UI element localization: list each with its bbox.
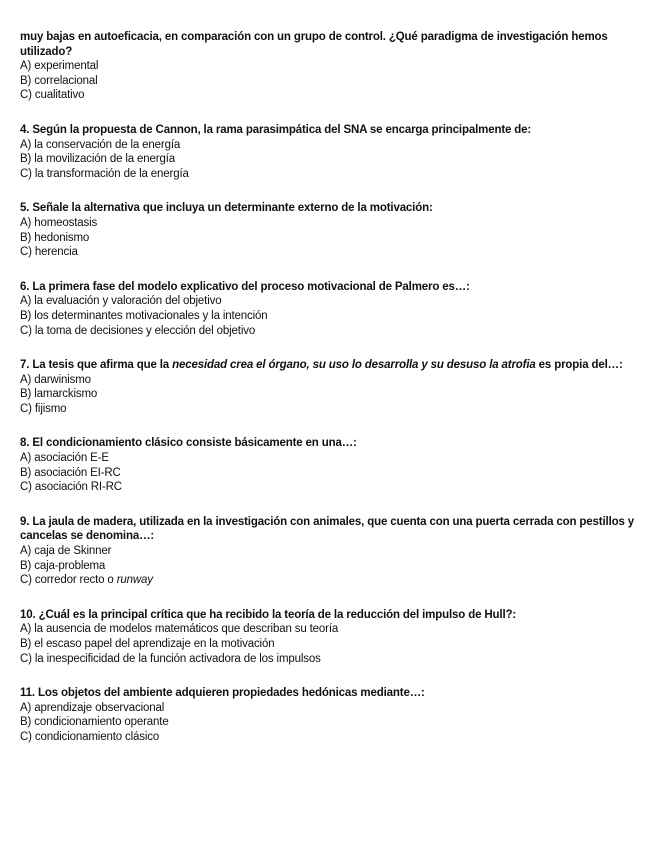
option-b: B) caja-problema <box>20 559 106 572</box>
option-c: C) condicionamiento clásico <box>20 730 160 743</box>
option-a: A) experimental <box>20 60 99 73</box>
option-b: B) correlacional <box>20 74 98 87</box>
option-a: A) aprendizaje observacional <box>20 701 165 714</box>
question-8 <box>20 436 644 494</box>
option-c <box>20 573 644 588</box>
option-c: C) herencia <box>20 246 78 259</box>
option-a: A) asociación E-E <box>20 452 109 465</box>
option-c: C) la toma de decisiones y elección del objetivo <box>20 324 256 337</box>
question-5 <box>20 201 644 259</box>
option-a: A) darwinismo <box>20 373 91 386</box>
question-text: 8. El condicionamiento clásico consiste básicamente en una…: <box>20 437 357 450</box>
option-b: B) condicionamiento operante <box>20 716 169 729</box>
question-text: 4. Según la propuesta de Cannon, la rama parasimpática del SNA se encarga principalmente de: <box>20 123 532 136</box>
option-c: C) cualitativo <box>20 89 85 102</box>
question-9 <box>20 515 644 588</box>
question-6 <box>20 280 644 338</box>
option-a: A) homeostasis <box>20 216 98 229</box>
option-c-italic: runway <box>116 574 153 587</box>
exam-page <box>20 30 644 765</box>
question-11 <box>20 686 644 744</box>
option-a: A) caja de Skinner <box>20 545 112 558</box>
question-text: muy bajas en autoeficacia, en comparación con un grupo de control. ¿Qué paradigma de investigación hemos utilizado? <box>20 31 608 58</box>
question-text: 5. Señale la alternativa que incluya un determinante externo de la motivación: <box>20 202 433 215</box>
question-text-start: 7. La tesis que afirma que la <box>20 359 173 372</box>
option-c: C) la transformación de la energía <box>20 167 189 180</box>
option-b: B) asociación EI-RC <box>20 466 121 479</box>
option-b: B) hedonismo <box>20 231 90 244</box>
option-c: C) la inespecificidad de la función activadora de los impulsos <box>20 652 321 665</box>
option-c-text: C) corredor recto o <box>20 574 117 587</box>
question-7 <box>20 358 644 416</box>
option-a: A) la conservación de la energía <box>20 138 181 151</box>
question-10 <box>20 608 644 666</box>
option-b: B) la movilización de la energía <box>20 153 176 166</box>
option-a: A) la ausencia de modelos matemáticos que describan su teoría <box>20 623 339 636</box>
option-b: B) los determinantes motivacionales y la intención <box>20 309 268 322</box>
question-4 <box>20 123 644 181</box>
question-text: 6. La primera fase del modelo explicativo del proceso motivacional de Palmero es…: <box>20 280 470 293</box>
option-c: C) asociación RI-RC <box>20 481 122 494</box>
question-3-continuation <box>20 30 644 103</box>
question-text <box>20 358 644 373</box>
option-b: B) el escaso papel del aprendizaje en la motivación <box>20 638 275 650</box>
question-text-italic: necesidad crea el órgano, su uso lo desarrolla y su desuso la atrofia <box>172 359 536 372</box>
question-text: 11. Los objetos del ambiente adquieren propiedades hedónicas mediante…: <box>20 687 425 700</box>
option-b: B) lamarckismo <box>20 388 98 401</box>
question-text: 9. La jaula de madera, utilizada en la investigación con animales, que cuenta con una puerta cerrada con pestillos y cancelas se denomina…: <box>20 515 635 543</box>
option-a: A) la evaluación y valoración del objetivo <box>20 295 222 308</box>
option-c: C) fijismo <box>20 402 67 415</box>
question-text: 10. ¿Cuál es la principal crítica que ha recibido la teoría de la reducción del impulso de Hull?: <box>20 608 517 621</box>
question-text-end: es propia del…: <box>535 359 623 372</box>
